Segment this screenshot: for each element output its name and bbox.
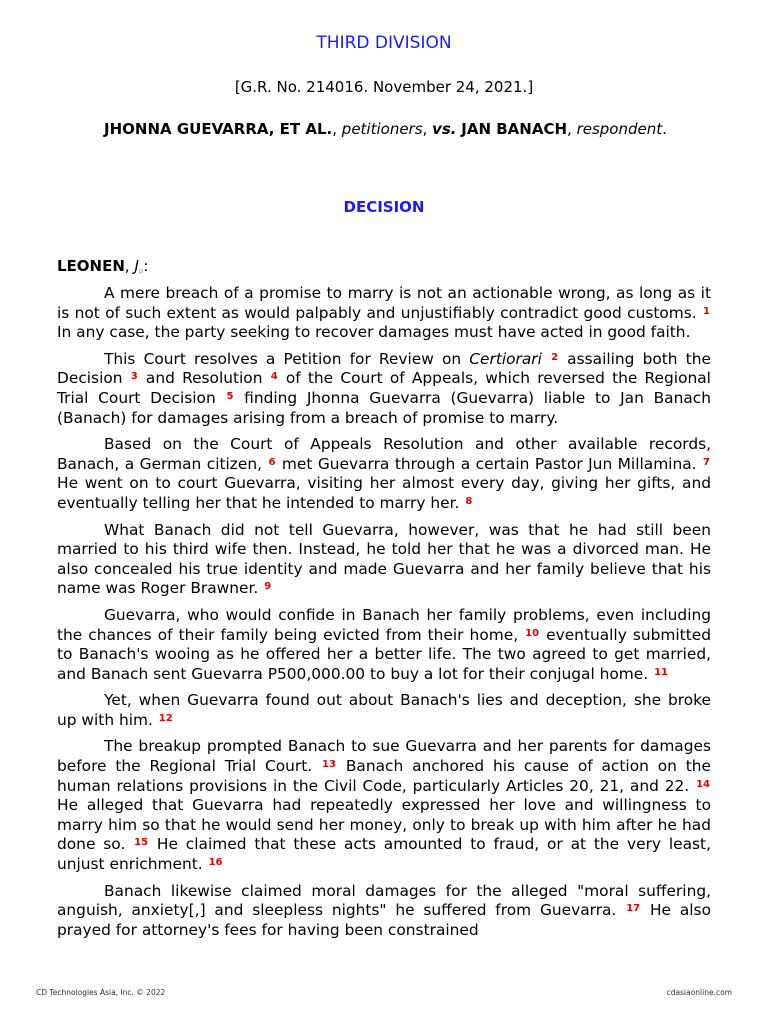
paragraph-text: He also prayed for attorney's fees for having been constrained: [57, 901, 711, 939]
footnote-link[interactable]: 13: [322, 759, 336, 771]
footnote-link[interactable]: 5: [226, 390, 234, 402]
footer-site: cdasiaonline.com: [666, 988, 732, 997]
paragraph-text: The breakup prompted Banach to sue Guevarra and her parents for damages before the Regional Trial Court.: [57, 737, 711, 776]
paragraph-text: He claimed that these acts amounted to fraud, or at the very least, unjust enrichment.: [57, 835, 711, 874]
paragraph-text: met Guevarra through a certain Pastor Jun Millamina.: [281, 454, 697, 473]
case-reference: [G.R. No. 214016. November 24, 2021.]: [234, 78, 534, 96]
paragraph: [57, 691, 711, 730]
paragraph: [57, 882, 711, 941]
paragraph-text: Banach anchored his cause of action on the human relations provisions in the Civil Code, particularly Articles 20, 21, and 22.: [57, 757, 711, 795]
paragraph-text: He alleged that Guevarra had repeatedly expressed her love and willingness to marry him so that he would send her money, only to break up with him after he had done so.: [57, 796, 711, 854]
paragraph-text-italic: Certiorari: [469, 349, 542, 368]
paragraph: [57, 521, 711, 599]
footnote-link[interactable]: 2: [551, 351, 559, 363]
paragraph-text: In any case, the party seeking to recover damages must have acted in good faith.: [57, 323, 691, 342]
footer-copyright: CD Technologies Asia, Inc. © 2022: [36, 988, 166, 997]
paragraph-text: eventually submitted to Banach's wooing as he offered her a better life. The two agreed to get married, and Banach sent Guevarra P500,000.00 to buy a lot for their conjugal home.: [57, 625, 711, 683]
paragraph-text: assailing both the Decision: [57, 349, 711, 388]
paragraph-text: He went on to court Guevarra, visiting her almost every day, giving her gifts, and eventually telling her that he intended to marry her.: [57, 474, 711, 512]
paragraph: [57, 606, 711, 684]
paragraph-text: and Resolution: [145, 369, 263, 388]
division-heading: THIRD DIVISION: [316, 33, 452, 53]
paragraph-text: Yet, when Guevarra found out about Banach's lies and deception, she broke up with him.: [57, 691, 711, 729]
footnote-link[interactable]: 11: [654, 666, 668, 678]
footnote-link[interactable]: 9: [264, 581, 272, 593]
paragraph-text: Banach likewise claimed moral damages for the alleged "moral suffering, anguish, anxiety[,] and sleepless nights" he suffered from Guevarra.: [57, 881, 711, 920]
footnote-link[interactable]: 14: [696, 778, 710, 790]
versus-label: vs.: [432, 120, 457, 138]
footnote-link[interactable]: 8: [465, 495, 473, 507]
footnote-link[interactable]: 3: [130, 371, 138, 383]
paragraph-text: of the Court of Appeals, which reversed the Regional Trial Court Decision: [57, 369, 711, 407]
paragraph: [57, 284, 711, 343]
paragraph-text: This Court resolves a Petition for Review on: [104, 349, 462, 368]
paragraph-text: What Banach did not tell Guevarra, however, was that he had still been married to his third wife then. Instead, he told her that he was a divorced man. He also concealed his true identity and made Guevarra and her family believe that his name was Roger Brawner.: [57, 520, 711, 598]
footnote-link[interactable]: 12: [158, 712, 173, 724]
ponente-suffix: p: [138, 267, 144, 275]
paragraph: [57, 435, 711, 513]
petitioners-name: JHONNA GUEVARRA, ET AL.: [104, 120, 333, 138]
decision-body: [57, 284, 711, 947]
paragraph-text: finding Jhonna Guevarra (Guevarra) liable to Jan Banach (Banach) for damages arising from a breach of promise to marry.: [57, 388, 711, 427]
footnote-link[interactable]: 4: [270, 371, 278, 383]
footnote-link[interactable]: 17: [626, 903, 641, 915]
footnote-link[interactable]: 1: [703, 305, 710, 317]
paragraph-text: Based on the Court of Appeals Resolution and other available records, Banach, a German citizen,: [57, 435, 711, 473]
decision-title: DECISION: [343, 198, 425, 216]
case-parties: JHONNA GUEVARRA, ET AL., petitioners, vs. JAN BANACH, respondent.: [104, 120, 667, 138]
footnote-link[interactable]: 16: [208, 857, 223, 869]
ponente-title: J: [134, 257, 139, 275]
paragraph: [57, 350, 711, 428]
footnote-link[interactable]: 6: [268, 456, 276, 468]
ponente-name: LEONEN: [57, 257, 125, 275]
petitioners-role: petitioners: [341, 120, 423, 138]
paragraph-text: A mere breach of a promise to marry is not an actionable wrong, as long as it is not of such extent as would palpably and unjustifiably contradict good customs.: [57, 284, 711, 322]
respondent-role: respondent: [576, 120, 663, 138]
footnote-link[interactable]: 10: [525, 627, 540, 639]
ponente-line: LEONEN, Jp:: [57, 257, 149, 275]
paragraph-text: Guevarra, who would confide in Banach her family problems, even including the chances of their family being evicted from their home,: [57, 605, 711, 644]
footnote-link[interactable]: 15: [134, 837, 149, 849]
footnote-link[interactable]: 7: [703, 456, 710, 468]
respondent-name: JAN BANACH: [461, 120, 568, 138]
paragraph: [57, 737, 711, 874]
